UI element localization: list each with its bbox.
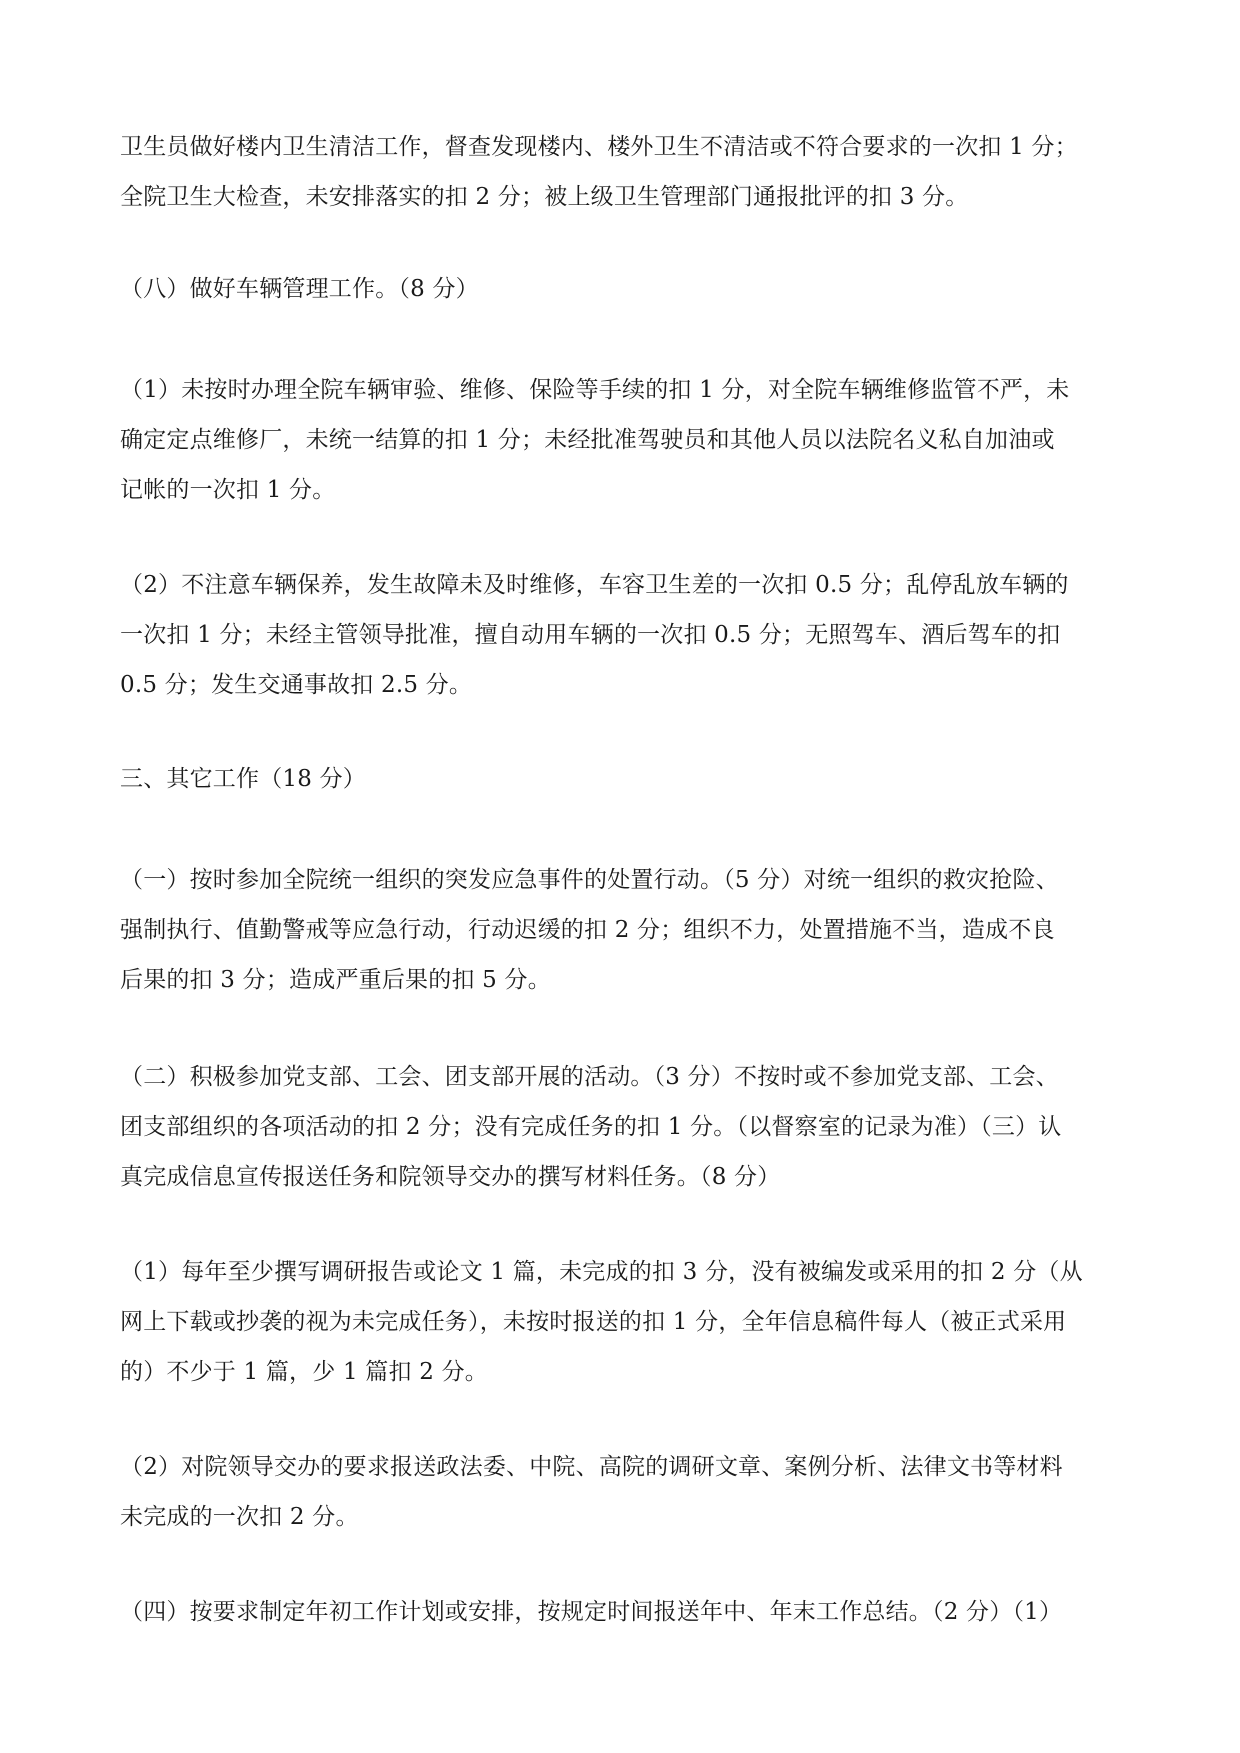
text-line: 的）不少于 1 篇，少 1 篇扣 2 分。 bbox=[120, 1359, 488, 1385]
text-line: 后果的扣 3 分；造成严重后果的扣 5 分。 bbox=[120, 967, 551, 993]
text-line: （2）不注意车辆保养，发生故障未及时维修，车容卫生差的一次扣 0.5 分；乱停乱放车辆的 bbox=[120, 572, 1069, 598]
text-line: 确定定点维修厂，未统一结算的扣 1 分；未经批准驾驶员和其他人员以法院名义私自加油或 bbox=[120, 427, 1055, 453]
paragraph-vehicle-item-1 bbox=[120, 365, 1125, 515]
paragraph-other-4 bbox=[120, 1587, 1125, 1637]
paragraph-vehicle-item-2 bbox=[120, 560, 1125, 710]
text-line: 网上下载或抄袭的视为未完成任务），未按时报送的扣 1 分，全年信息稿件每人（被正式采用 bbox=[120, 1309, 1067, 1335]
text-line: 记帐的一次扣 1 分。 bbox=[120, 477, 336, 503]
text-line: 未完成的一次扣 2 分。 bbox=[120, 1504, 359, 1530]
text-line: 真完成信息宣传报送任务和院领导交办的撰写材料任务。（8 分） bbox=[120, 1164, 781, 1190]
section-heading: 三、其它工作（18 分） bbox=[120, 766, 366, 792]
paragraph-other-3-item-2 bbox=[120, 1442, 1125, 1542]
text-line: （二）积极参加党支部、工会、团支部开展的活动。（3 分）不按时或不参加党支部、工会、 bbox=[120, 1064, 1059, 1090]
text-line: 一次扣 1 分；未经主管领导批准，擅自动用车辆的一次扣 0.5 分；无照驾车、酒后驾车的扣 bbox=[120, 622, 1061, 648]
text-line: 全院卫生大检查，未安排落实的扣 2 分；被上级卫生管理部门通报批评的扣 3 分。 bbox=[120, 184, 969, 210]
text-line: （2）对院领导交办的要求报送政法委、中院、高院的调研文章、案例分析、法律文书等材料 bbox=[120, 1454, 1063, 1480]
paragraph-vehicle-heading bbox=[120, 264, 1125, 314]
text-line: （1）每年至少撰写调研报告或论文 1 篇，未完成的扣 3 分，没有被编发或采用的扣 2 分（从 bbox=[120, 1259, 1083, 1285]
paragraph-other-3-item-1 bbox=[120, 1247, 1125, 1397]
paragraph-other-work-heading bbox=[120, 754, 1125, 804]
text-line: 0.5 分；发生交通事故扣 2.5 分。 bbox=[120, 672, 473, 698]
section-heading: （八）做好车辆管理工作。（8 分） bbox=[120, 276, 479, 302]
text-line: 团支部组织的各项活动的扣 2 分；没有完成任务的扣 1 分。（以督察室的记录为准）（三）认 bbox=[120, 1114, 1062, 1140]
paragraph-other-2 bbox=[120, 1052, 1125, 1202]
text-line: 卫生员做好楼内卫生清洁工作，督查发现楼内、楼外卫生不清洁或不符合要求的一次扣 1 分； bbox=[120, 134, 1078, 160]
text-line: 强制执行、值勤警戒等应急行动，行动迟缓的扣 2 分；组织不力，处置措施不当，造成不良 bbox=[120, 917, 1055, 943]
text-line: （一）按时参加全院统一组织的突发应急事件的处置行动。（5 分）对统一组织的救灾抢险、 bbox=[120, 867, 1059, 893]
paragraph-other-1 bbox=[120, 855, 1125, 1005]
paragraph-sanitation-cont bbox=[120, 122, 1125, 222]
text-line: （四）按要求制定年初工作计划或安排，按规定时间报送年中、年末工作总结。（2 分）（1） bbox=[120, 1599, 1063, 1625]
text-line: （1）未按时办理全院车辆审验、维修、保险等手续的扣 1 分，对全院车辆维修监管不严，未 bbox=[120, 377, 1070, 403]
